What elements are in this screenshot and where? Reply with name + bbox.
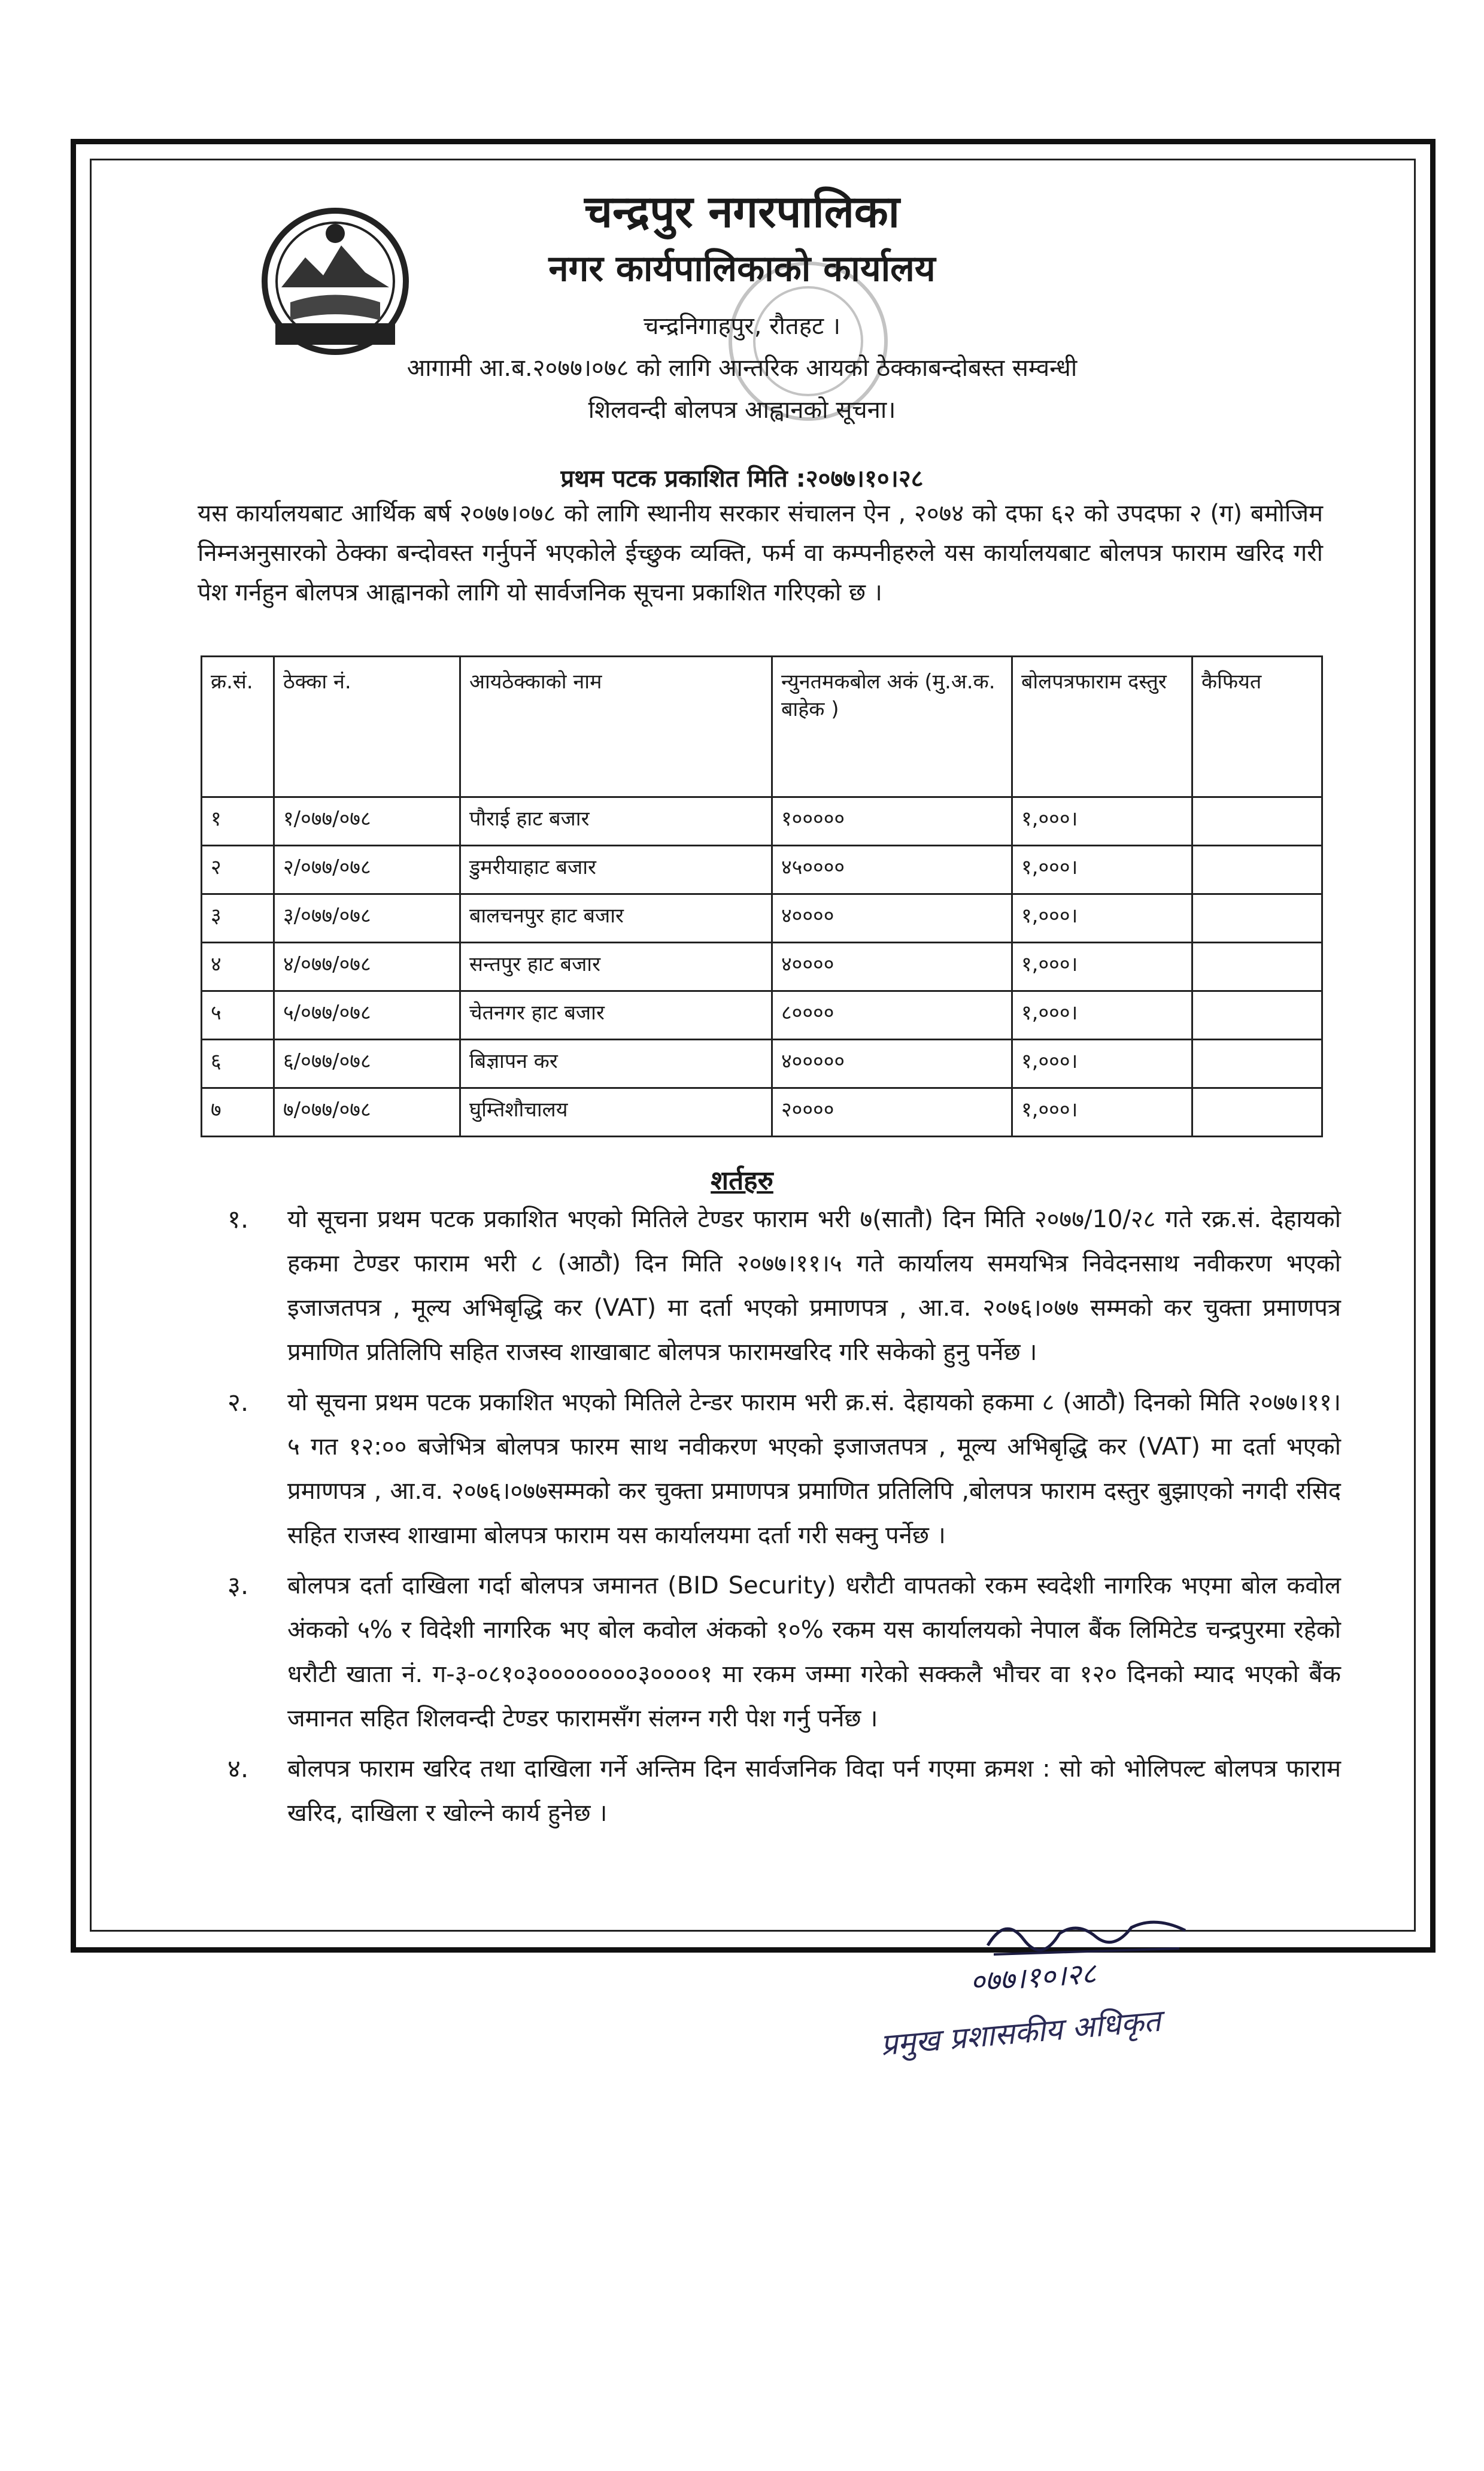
cell-min-bid: ४००००	[772, 894, 1012, 943]
cell-contract-no: १/०७७/०७८	[274, 797, 460, 846]
intro-paragraph: यस कार्यालयबाट आर्थिक बर्ष २०७७।०७८ को लागि स्थानीय सरकार संचालन ऐन , २०७४ को दफा ६२ को उपदफा २ (ग) बमोजिम निम्नअनुसारको ठेक्का बन्दोवस्त गर्नुपर्ने भएकोले ईच्छुक व्यक्ति, फर्म वा कम्पनीहरुले यस कार्यालयबाट बोलपत्र फाराम खरिद गरी पेश गर्नहुन बोलपत्र आह्वानको लागि यो सार्वजनिक सूचना प्रकाशित गरिएको छ ।	[198, 500, 1323, 606]
cell-contract-no: ३/०७७/०७८	[274, 894, 460, 943]
cell-remarks	[1192, 1088, 1322, 1137]
cell-contract-no: २/०७७/०७८	[274, 846, 460, 894]
municipality-title: चन्द्रपुर नगरपालिका	[584, 186, 900, 238]
table-row	[202, 991, 1322, 1040]
table-body	[202, 797, 1322, 1137]
signatory-designation: प्रमुख प्रशासकीय अधिकृत	[879, 2003, 1163, 2063]
cell-name: पौराई हाट बजार	[460, 797, 772, 846]
cell-fee: १,०००।	[1012, 1040, 1192, 1088]
col-header-sn: क्र.सं.	[202, 657, 274, 797]
cell-sn: ३	[202, 894, 274, 943]
cell-fee: १,०००।	[1012, 894, 1192, 943]
table-row	[202, 1040, 1322, 1088]
col-header-remarks: कैफियत	[1192, 657, 1322, 797]
signature-date: ०७७।१०।२८	[969, 1956, 1097, 1999]
cell-name: बिज्ञापन कर	[460, 1040, 772, 1088]
cell-sn: ४	[202, 943, 274, 991]
condition-text: यो सूचना प्रथम पटक प्रकाशित भएको मितिले टेण्डर फाराम भरी ७(सातौ) दिन मिति २०७७/10/२८ गते रक्र.सं. देहायको हकमा टेण्डर फाराम भरी ८ (आठौ) दिन मिति २०७७।११।५ गते कार्यालय समयभित्र निवेदनसाथ नवीकरण भएको इजाजतपत्र , मूल्य अभिबृद्धि कर (VAT) मा दर्ता भएको प्रमाणपत्र , आ.व. २०७६।०७७ सम्मको कर चुक्ता प्रमाणपत्र प्रमाणित प्रतिलिपि सहित राजस्व शाखाबाट बोलपत्र फारामखरिद गरि सकेको हुनु पर्नेछ ।	[287, 1206, 1341, 1366]
cell-remarks	[1192, 943, 1322, 991]
condition-item	[227, 1380, 1341, 1558]
col-header-fee: बोलपत्रफाराम दस्तुर	[1012, 657, 1192, 797]
cell-name: बालचनपुर हाट बजार	[460, 894, 772, 943]
office-subtitle: नगर कार्यपालिकाको कार्यालय	[548, 248, 936, 290]
cell-remarks	[1192, 1040, 1322, 1088]
cell-remarks	[1192, 846, 1322, 894]
cell-min-bid: ४०००००	[772, 1040, 1012, 1088]
cell-fee: १,०००।	[1012, 797, 1192, 846]
condition-item	[227, 1747, 1341, 1835]
condition-number: २.	[227, 1388, 249, 1417]
cell-remarks	[1192, 991, 1322, 1040]
cell-sn: २	[202, 846, 274, 894]
office-location: चन्द्रनिगाहपुर, रौतहट ।	[644, 312, 840, 340]
condition-number: १.	[227, 1204, 249, 1234]
cell-remarks	[1192, 894, 1322, 943]
cell-sn: ७	[202, 1088, 274, 1137]
conditions-title: शर्तहरु	[711, 1165, 773, 1196]
cell-remarks	[1192, 797, 1322, 846]
notice-heading-line1: आगामी आ.ब.२०७७।०७८ को लागि आन्तरिक आयको ठेक्काबन्दोबस्त सम्वन्धी	[406, 354, 1078, 382]
cell-sn: ६	[202, 1040, 274, 1088]
table-header-row	[202, 657, 1322, 797]
cell-min-bid: २००००	[772, 1088, 1012, 1137]
condition-text: यो सूचना प्रथम पटक प्रकाशित भएको मितिले टेन्डर फाराम भरी क्र.सं. देहायको हकमा ८ (आठौ) दिनको मिति २०७७।११।५ गत १२:०० बजेभित्र बोलपत्र फारम साथ नवीकरण भएको इजाजतपत्र , मूल्य अभिबृद्धि कर (VAT) मा दर्ता भएको प्रमाणपत्र , आ.व. २०७६।०७७सम्मको कर चुक्ता प्रमाणपत्र प्रमाणित प्रतिलिपि ,बोलपत्र फाराम दस्तुर बुझाएको नगदी रसिद सहित राजस्व शाखामा बोलपत्र फाराम यस कार्यालयमा दर्ता गरी सक्नु पर्नेछ ।	[287, 1389, 1341, 1549]
col-header-name: आयठेक्काको नाम	[460, 657, 772, 797]
table-row	[202, 1088, 1322, 1137]
condition-number: ३.	[227, 1571, 249, 1600]
cell-name: घुम्तिशौचालय	[460, 1088, 772, 1137]
cell-min-bid: ४००००	[772, 943, 1012, 991]
cell-name: डुमरीयाहाट बजार	[460, 846, 772, 894]
cell-fee: १,०००।	[1012, 943, 1192, 991]
notice-heading-line2: शिलवन्दी बोलपत्र आह्वानको सूचना।	[588, 396, 896, 424]
col-header-contract-no: ठेक्का नं.	[274, 657, 460, 797]
cell-contract-no: ४/०७७/०७८	[274, 943, 460, 991]
condition-text: बोलपत्र फाराम खरिद तथा दाखिला गर्ने अन्तिम दिन सार्वजनिक विदा पर्न गएमा क्रमश : सो को भोलिपल्ट बोलपत्र फाराम खरिद, दाखिला र खोल्ने कार्य हुनेछ ।	[287, 1755, 1341, 1827]
condition-text: बोलपत्र दर्ता दाखिला गर्दा बोलपत्र जमानत (BID Security) धरौटी वापतको रकम स्वदेशी नागरिक भएमा बोल कवोल अंकको ५% र विदेशी नागरिक भए बोल कवोल अंकको १०% रकम यस कार्यालयको नेपाल बैंक लिमिटेड चन्द्रपुरमा रहेको धरौटी खाता नं. ग-३-०८१०३००००००००३००००१ मा रकम जम्मा गरेको सक्कलै भौचर वा १२० दिनको म्याद भएको बैंक जमानत सहित शिलवन्दी टेण्डर फारामसँग संलग्न गरी पेश गर्नु पर्नेछ ।	[287, 1572, 1341, 1732]
cell-fee: १,०००।	[1012, 991, 1192, 1040]
cell-contract-no: ६/०७७/०७८	[274, 1040, 460, 1088]
cell-fee: १,०००।	[1012, 846, 1192, 894]
col-header-min-bid: न्युनतमकबोल अकं (मु.अ.क. बाहेक )	[772, 657, 1012, 797]
cell-contract-no: ५/०७७/०७८	[274, 991, 460, 1040]
cell-name: सन्तपुर हाट बजार	[460, 943, 772, 991]
cell-name: चेतनगर हाट बजार	[460, 991, 772, 1040]
table-row	[202, 846, 1322, 894]
table-row	[202, 797, 1322, 846]
table-row	[202, 894, 1322, 943]
conditions-list	[227, 1197, 1341, 1841]
condition-item	[227, 1197, 1341, 1374]
condition-item	[227, 1564, 1341, 1741]
publication-date: प्रथम पटक प्रकाशित मिति :२०७७।१०।२८	[560, 465, 924, 493]
cell-min-bid: ८००००	[772, 991, 1012, 1040]
table-row	[202, 943, 1322, 991]
condition-number: ४.	[227, 1754, 249, 1783]
cell-contract-no: ७/०७७/०७८	[274, 1088, 460, 1137]
cell-min-bid: १०००००	[772, 797, 1012, 846]
cell-min-bid: ४५००००	[772, 846, 1012, 894]
cell-sn: ५	[202, 991, 274, 1040]
cell-sn: १	[202, 797, 274, 846]
cell-fee: १,०००।	[1012, 1088, 1192, 1137]
tender-table	[201, 655, 1323, 1137]
